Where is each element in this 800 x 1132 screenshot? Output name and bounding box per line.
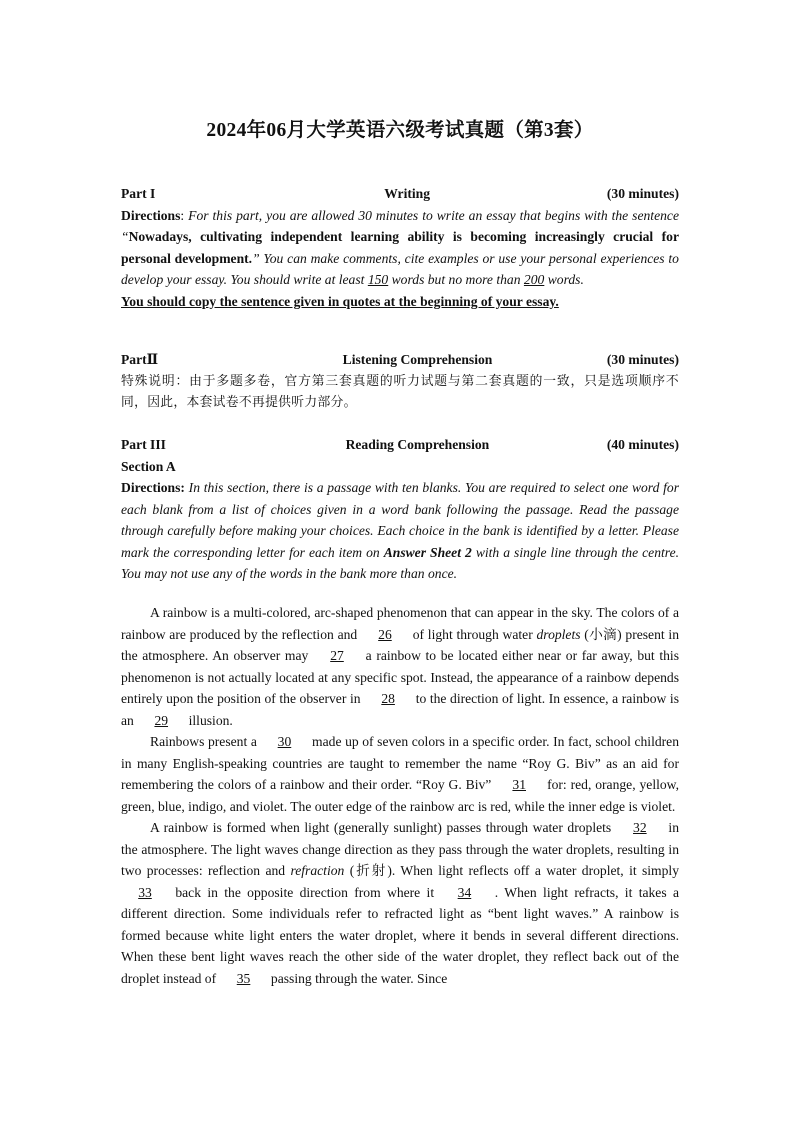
passage-paragraph-2: Rainbows present a 30 made up of seven colors in a specific order. In fact, school children in many English-speaking countries are taught to remember the name “Roy G. Biv” as an aid for remembering the colors of a rainbow and their order. “Roy G. Biv” 31 for: red, orange, yellow, green, blue, indigo, and violet. The outer edge of the rainbow arc is red, while the inner edge is violet. [121, 731, 679, 817]
max-words: 200 [523, 272, 545, 287]
answer-sheet-ref: Answer Sheet 2 [383, 544, 472, 560]
part-3-directions: Directions: In this section, there is a passage with ten blanks. You are required to select one word for each blank from a list of choices given in a word bank following the passage. Read the passage through carefully before making your choices. Each choice in the bank is identified by a letter. Please mark the corresponding letter for each item on Answer Sheet 2 with a single line through the centre. You may not use any of the words in the bank more than once. [121, 480, 679, 581]
part-3-header [121, 434, 679, 456]
blank-34: 34 [457, 884, 472, 900]
part-2-note: 特殊说明：由于多题多卷，官方第三套真题的听力试题与第二套真题的一致，只是选项顺序不同，因此，本套试卷不再提供听力部分。 [121, 373, 679, 410]
passage-paragraph-3: A rainbow is formed when light (generally sunlight) passes through water droplets 32 in the atmosphere. The light waves change direction as they pass through the water droplets, resulting in two processes: reflection and refraction (折射). When light reflects off a water droplet, it simply 33 back in the opposite direction from where it 34 . When light refracts, it takes a different direction. Some individuals refer to refracted light as “bent light waves.” A rainbow is formed because white light enters the water droplet, where it bends in several different directions. When these bent light waves reach the other side of the water droplet, they reflect back out of the droplet instead of 35 passing through the water. Since [121, 817, 679, 989]
blank-26: 26 [378, 626, 392, 642]
part-2-time: (30 minutes) [606, 352, 679, 367]
part-2-header [121, 349, 679, 371]
part-3-reading [121, 434, 679, 585]
part-3-time: (40 minutes) [606, 437, 679, 452]
part-3-label: Part III [121, 437, 166, 452]
section-a-title: Section A [121, 458, 176, 474]
part-1-time: (30 minutes) [606, 186, 679, 201]
page-title: 2024年06月大学英语六级考试真题（第3套） [206, 120, 594, 141]
part-2-name: Listening Comprehension [342, 352, 493, 367]
blank-28: 28 [381, 691, 395, 706]
part-1-writing [121, 183, 679, 312]
part-1-directions: Directions: For this part, you are allowed 30 minutes to write an essay that begins with the sentence “Nowadays, cultivating independent learning ability is becoming increasingly crucial for personal development.” You can make comments, cite examples or use your personal experiences to develop your essay. You should write at least 150 words but no more than 200 words. [121, 207, 679, 287]
blank-33: 33 [138, 884, 152, 900]
part-1-name: Writing [384, 186, 431, 201]
passage-paragraph-1: A rainbow is a multi-colored, arc-shaped phenomenon that can appear in the sky. The colors of a rainbow are produced by the reflection and 26 of light through water droplets (小滴) present in the atmosphere. An observer may 27 a rainbow to be located either near or far away, but this phenomenon is not actually located at any specific spot. Instead, the appearance of a rainbow depends entirely upon the position of the observer in 28 to the direction of light. In essence, a rainbow is an 29 illusion. [121, 602, 679, 731]
blank-27: 27 [330, 648, 344, 663]
min-words: 150 [367, 272, 389, 287]
reading-passage [121, 602, 679, 989]
blank-32: 32 [633, 820, 647, 835]
copy-sentence-note: You should copy the sentence given in quotes at the beginning of your essay. [121, 293, 559, 309]
part-2-label: PartⅡ [121, 352, 159, 367]
blank-30: 30 [277, 734, 292, 749]
essay-prompt-quote: Nowadays, cultivating independent learning ability is becoming increasingly crucial for personal development. [121, 229, 679, 266]
part-2-listening [121, 349, 679, 414]
blank-35: 35 [236, 970, 251, 986]
blank-29: 29 [154, 712, 169, 728]
part-1-label: Part I [121, 186, 156, 201]
blank-31: 31 [512, 777, 526, 792]
part-3-name: Reading Comprehension [345, 437, 490, 452]
part-1-header [121, 183, 679, 205]
